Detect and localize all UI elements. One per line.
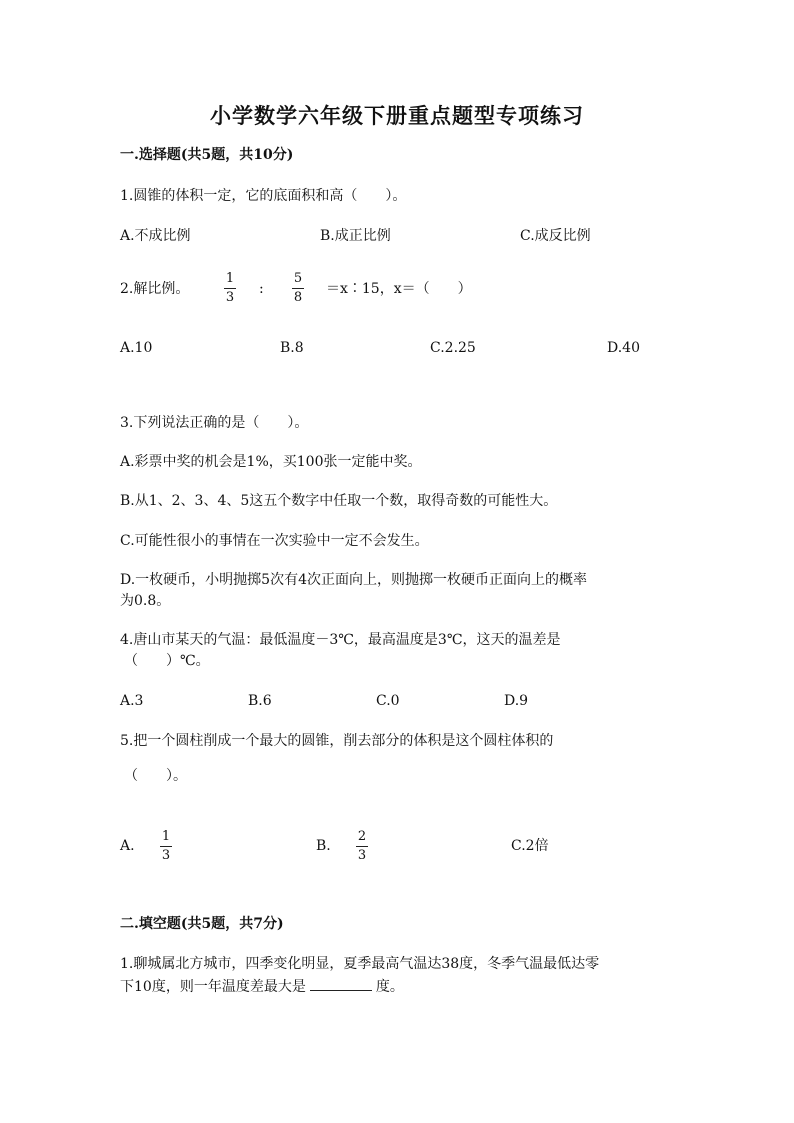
q2-fraction-2 — [291, 272, 305, 305]
q2-colon: : — [259, 281, 264, 297]
section2-heading: 二.填空题(共5题，共7分) — [120, 916, 284, 932]
q1-option-c: C.成反比例 — [520, 228, 591, 244]
q4-stem-line2: （ ）℃。 — [124, 653, 210, 669]
q1-stem: 1.圆锥的体积一定，它的底面积和高（ ）。 — [120, 188, 407, 204]
q5-option-b-denominator: 3 — [357, 848, 367, 863]
q2-fraction-1-denominator: 3 — [225, 290, 235, 305]
q2-fraction-1-numerator: 1 — [225, 271, 235, 286]
section1-heading: 一.选择题(共5题，共10分) — [120, 147, 294, 163]
fraction-bar — [292, 288, 304, 289]
q3-option-c: C.可能性很小的事情在一次实验中一定不会发生。 — [120, 533, 429, 549]
s2-q1-line1: 1.聊城属北方城市，四季变化明显，夏季最高气温达38度，冬季气温最低达零 — [120, 956, 600, 972]
q5-option-b-numerator: 2 — [357, 829, 367, 844]
q1-option-a: A.不成比例 — [120, 228, 191, 244]
q4-option-a: A.3 — [120, 693, 144, 709]
q2-option-d: D.40 — [607, 340, 640, 356]
q4-option-d: D.9 — [504, 693, 529, 709]
q3-option-d-continued: 为0.8。 — [120, 593, 171, 609]
q3-option-b: B.从1、2、3、4、5这五个数字中任取一个数，取得奇数的可能性大。 — [120, 493, 558, 509]
q5-option-a-fraction — [159, 830, 173, 863]
q2-fraction-2-numerator: 5 — [293, 271, 303, 286]
q2-option-a: A.10 — [120, 340, 153, 356]
q5-stem-line1: 5.把一个圆柱削成一个最大的圆锥，削去部分的体积是这个圆柱体积的 — [120, 733, 554, 749]
q2-suffix: ＝x∶15，x＝（ ） — [326, 281, 472, 297]
answer-blank[interactable] — [310, 976, 372, 991]
q2-prefix: 2.解比例。 — [120, 281, 190, 297]
q4-stem-line1: 4.唐山市某天的气温：最低温度－3℃，最高温度是3℃，这天的温差是 — [120, 632, 561, 648]
q2-fraction-2-denominator: 8 — [293, 290, 303, 305]
fraction-bar — [224, 288, 236, 289]
q2-option-c: C.2.25 — [430, 340, 476, 356]
q1-option-b: B.成正比例 — [320, 228, 391, 244]
q5-stem-line2: （ ）。 — [124, 768, 187, 784]
s2-q1-line2 — [120, 976, 404, 996]
s2-q1-line2-end: 度。 — [375, 979, 404, 995]
q3-stem: 3.下列说法正确的是（ ）。 — [120, 415, 309, 431]
page-title: 小学数学六年级下册重点题型专项练习 — [210, 103, 584, 128]
q4-option-b: B.6 — [248, 693, 272, 709]
q3-option-d: D.一枚硬币，小明抛掷5次有4次正面向上，则抛掷一枚硬币正面向上的概率 — [120, 572, 587, 588]
q5-option-a-numerator: 1 — [161, 829, 171, 844]
q5-option-b-fraction — [355, 830, 369, 863]
q4-option-c: C.0 — [376, 693, 400, 709]
q5-option-a-label: A. — [120, 838, 135, 854]
q5-option-c: C.2倍 — [511, 838, 549, 854]
fraction-bar — [160, 846, 172, 847]
q3-option-a: A.彩票中奖的机会是1%，买100张一定能中奖。 — [120, 454, 422, 470]
fraction-bar — [356, 846, 368, 847]
q2-option-b: B.8 — [280, 340, 304, 356]
q5-option-a-denominator: 3 — [161, 848, 171, 863]
s2-q1-line2-text: 下10度，则一年温度差最大是 — [120, 979, 306, 995]
q2-fraction-1 — [223, 272, 237, 305]
q5-option-b-label: B. — [316, 838, 331, 854]
